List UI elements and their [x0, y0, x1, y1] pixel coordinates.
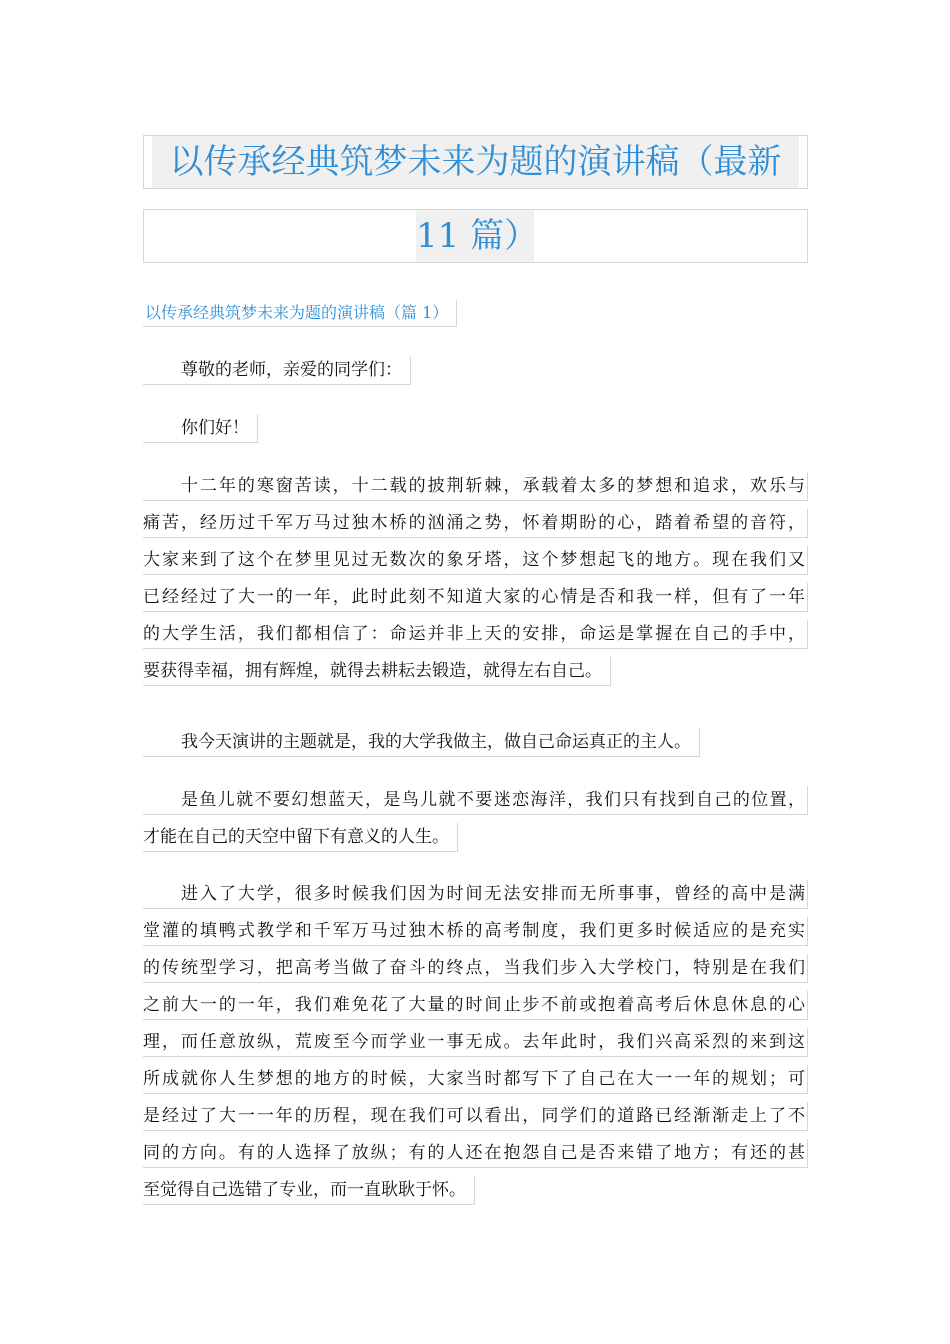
paragraph-line: 的大学生活，我们都相信了：命运并非上天的安排，命运是掌握在自己的手中，: [143, 620, 808, 649]
paragraph: [143, 414, 808, 455]
paragraph-line: 所成就你人生梦想的地方的时候，大家当时都写下了自己在大一一年的规划；可: [143, 1065, 808, 1094]
paragraph-line: 痛苦，经历过千军万马过独木桥的汹涌之势，怀着期盼的心，踏着希望的音符，: [143, 509, 808, 538]
paragraph: [143, 472, 808, 698]
paragraph-line: 是鱼儿就不要幻想蓝天，是鸟儿就不要迷恋海洋，我们只有找到自己的位置，: [143, 786, 808, 815]
title-line-1: [143, 135, 808, 189]
paragraph: [143, 786, 808, 864]
paragraph-line: 进入了大学，很多时候我们因为时间无法安排而无所事事，曾经的高中是满: [143, 880, 808, 909]
paragraph-line: 十二年的寒窗苦读，十二载的披荆斩棘，承载着太多的梦想和追求，欢乐与: [143, 472, 808, 501]
paragraph-line: 要获得幸福，拥有辉煌，就得去耕耘去锻造，就得左右自己。: [143, 657, 611, 686]
paragraph-line: 的传统型学习，把高考当做了奋斗的终点，当我们步入大学校门，特别是在我们: [143, 954, 808, 983]
paragraph: [143, 880, 808, 1217]
document-title: [143, 135, 808, 263]
paragraph-line: 是经过了大一一年的历程，现在我们可以看出，同学们的道路已经渐渐走上了不: [143, 1102, 808, 1131]
section-heading: 以传承经典筑梦未来为题的演讲稿（篇 1）: [143, 300, 457, 327]
paragraph-line: 同的方向。有的人选择了放纵；有的人还在抱怨自己是否来错了地方；有还的甚: [143, 1139, 808, 1168]
title-line-2: [143, 209, 808, 263]
paragraph-line: 理，而任意放纵，荒废至今而学业一事无成。去年此时，我们兴高采烈的来到这: [143, 1028, 808, 1057]
paragraph-line: 已经经过了大一的一年，此时此刻不知道大家的心情是否和我一样，但有了一年: [143, 583, 808, 612]
paragraph: [143, 728, 808, 769]
paragraph-line: 大家来到了这个在梦里见过无数次的象牙塔，这个梦想起飞的地方。现在我们又: [143, 546, 808, 575]
paragraph-line: 至觉得自己选错了专业，而一直耿耿于怀。: [143, 1176, 475, 1205]
paragraph-line: 尊敬的老师，亲爱的同学们：: [143, 356, 411, 385]
title-text-1: 以传承经典筑梦未来为题的演讲稿（最新: [152, 136, 799, 188]
paragraph-line: 之前大一的一年，我们难免花了大量的时间止步不前或抱着高考后休息休息的心: [143, 991, 808, 1020]
paragraph: [143, 356, 808, 397]
paragraph-line: 我今天演讲的主题就是，我的大学我做主，做自己命运真正的主人。: [143, 728, 700, 757]
paragraph-line: 你们好！: [143, 414, 258, 443]
paragraph-line: 才能在自己的天空中留下有意义的人生。: [143, 823, 458, 852]
title-text-2: 11 篇）: [416, 210, 534, 262]
paragraph-line: 堂灌的填鸭式教学和千军万马过独木桥的高考制度，我们更多时候适应的是充实: [143, 917, 808, 946]
